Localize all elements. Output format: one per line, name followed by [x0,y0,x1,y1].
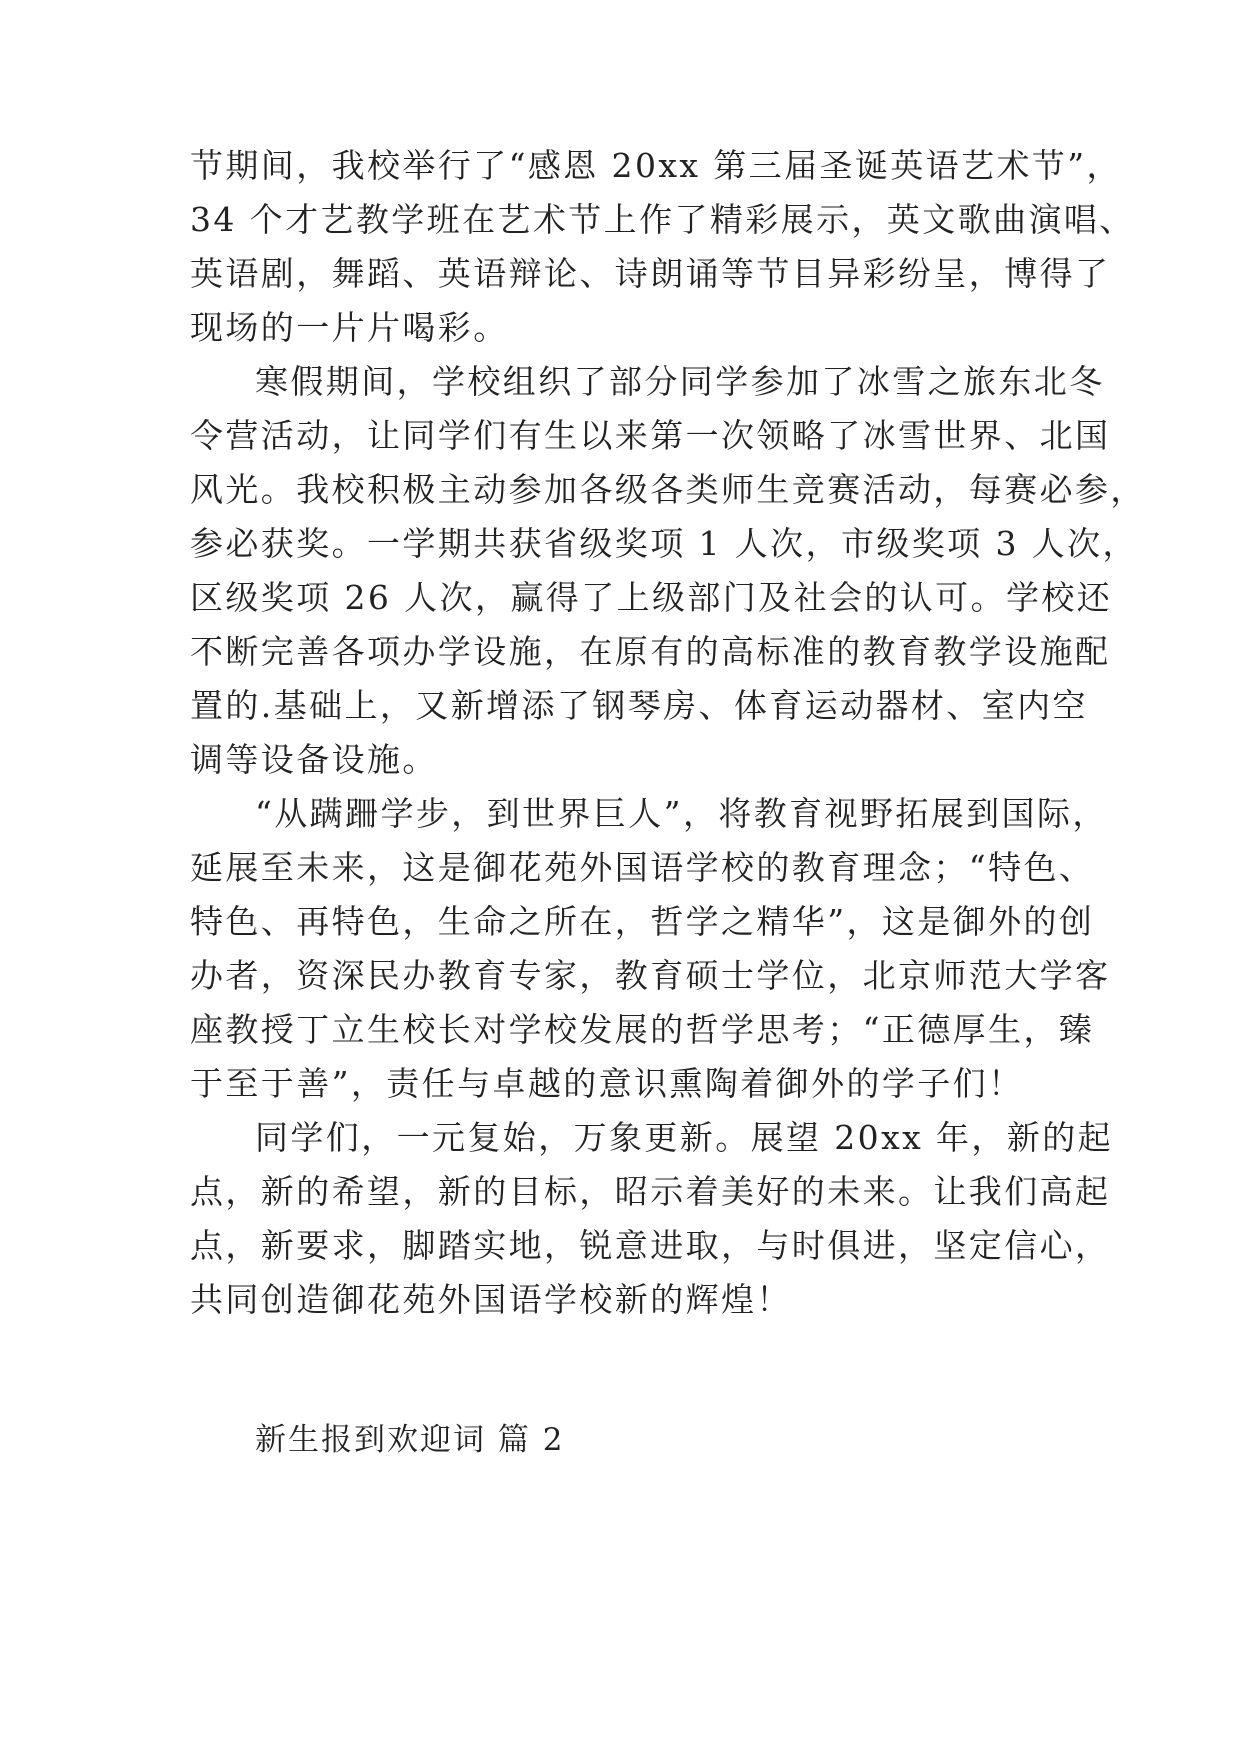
text-line: 34 个才艺教学班在艺术节上作了精彩展示，英文歌曲演唱、 [190,200,1135,239]
text-line: 座教授丁立生校长对学校发展的哲学思考；“正德厚生，臻 [190,1010,1095,1049]
text-line: 英语剧，舞蹈、英语辩论、诗朗诵等节目异彩纷呈，博得了 [190,254,1111,293]
section-heading: 新生报到欢迎词 篇 2 [255,1422,565,1458]
text-line: 令营活动，让同学们有生以来第一次领略了冰雪世界、北国 [190,416,1111,455]
text-line: 点，新要求，脚踏实地，锐意进取，与时俱进，坚定信心， [190,1226,1111,1265]
text-line: 现场的一片片喝彩。 [190,308,509,347]
text-line: 点，新的希望，新的目标，昭示着美好的未来。让我们高起 [190,1172,1111,1211]
text-line: 节期间，我校举行了“感恩 20xx 第三届圣诞英语艺术节”， [190,146,1122,185]
text-line: 置的.基础上，又新增添了钢琴房、体育运动器材、室内空 [190,686,1088,725]
text-line: 特色、再特色，生命之所在，哲学之精华”，这是御外的创 [190,902,1095,941]
text-line: 寒假期间，学校组织了部分同学参加了冰雪之旅东北冬 [255,362,1105,401]
text-line: 同学们，一元复始，万象更新。展望 20xx 年，新的起 [255,1118,1113,1157]
text-line: 共同创造御花苑外国语学校新的辉煌！ [190,1280,792,1319]
text-line: 调等设备设施。 [190,740,438,779]
text-line: 参必获奖。一学期共获省级奖项 1 人次，市级奖项 3 人次， [190,524,1138,563]
text-line: 于至于善”，责任与卓越的意识熏陶着御外的学子们！ [190,1064,1024,1103]
text-line: 办者，资深民办教育专家，教育硕士学位，北京师范大学客 [190,956,1111,995]
text-line: 风光。我校积极主动参加各级各类师生竞赛活动，每赛必参， [190,470,1146,509]
text-line: 区级奖项 26 人次，赢得了上级部门及社会的认可。学校还 [190,578,1113,617]
text-line: 延展至未来，这是御花苑外国语学校的教育理念；“特色、 [190,848,1095,887]
text-line: “从蹒跚学步，到世界巨人”，将教育视野拓展到国际， [255,794,1108,833]
text-line: 不断完善各项办学设施，在原有的高标准的教育教学设施配 [190,632,1111,671]
